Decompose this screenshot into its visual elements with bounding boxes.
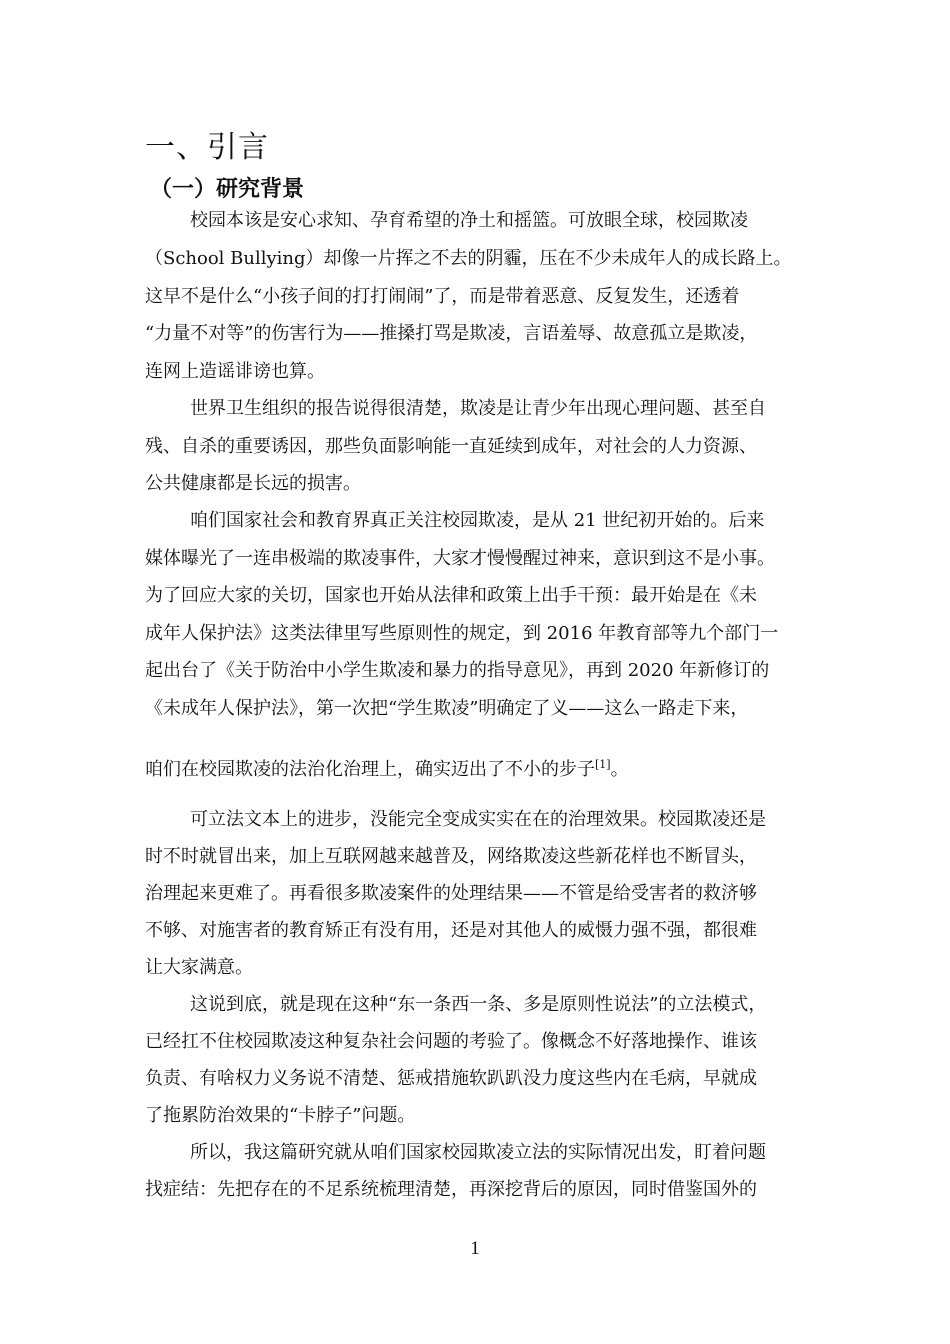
paragraph-3-line-5: 起出台了《关于防治中小学生欺凌和暴力的指导意见》，再到 2020 年新修订的 <box>145 660 770 681</box>
paragraph-3-last-line-end: 。 <box>610 759 629 780</box>
paragraph-5-line-2: 已经扛不住校园欺凌这种复杂社会问题的考验了。像概念不好落地操作、谁该 <box>145 1031 757 1052</box>
paragraph-1-line-4: “力量不对等”的伤害行为——推搡打骂是欺凌，言语羞辱、故意孤立是欺凌， <box>145 323 758 344</box>
paragraph-1-line-2: （School Bullying）却像一片挥之不去的阴霾，压在不少未成年人的成长路上。 <box>145 248 792 269</box>
paragraph-3-last-line <box>145 758 629 782</box>
paragraph-2-line-2: 残、自杀的重要诱因，那些负面影响能一直延续到成年，对社会的人力资源、 <box>145 436 757 457</box>
paragraph-4-line-2: 时不时就冒出来，加上互联网越来越普及，网络欺凌这些新花样也不断冒头， <box>145 846 757 867</box>
paragraph-3-line-4: 成年人保护法》这类法律里写些原则性的规定，到 2016 年教育部等九个部门一 <box>145 623 779 644</box>
paragraph-6-line-1: 所以，我这篇研究就从咱们国家校园欺凌立法的实际情况出发，盯着问题 <box>190 1142 766 1163</box>
paragraph-5-line-3: 负责、有啥权力义务说不清楚、惩戒措施软趴趴没力度这些内在毛病，早就成 <box>145 1068 757 1089</box>
section-heading: （一）研究背景 <box>150 177 305 202</box>
paragraph-4-line-3: 治理起来更难了。再看很多欺凌案件的处理结果——不管是给受害者的救济够 <box>145 883 757 904</box>
paragraph-6-line-2: 找症结：先把存在的不足系统梳理清楚，再深挖背后的原因，同时借鉴国外的 <box>145 1179 757 1200</box>
paragraph-1-line-3: 这早不是什么“小孩子间的打打闹闹”了，而是带着恶意、反复发生，还透着 <box>145 286 740 307</box>
citation-marker: [1] <box>595 758 611 771</box>
paragraph-2-line-3: 公共健康都是长远的损害。 <box>145 473 361 494</box>
paragraph-3-line-6: 《未成年人保护法》，第一次把“学生欺凌”明确定了义——这么一路走下来， <box>145 698 749 719</box>
paragraph-3-line-3: 为了回应大家的关切，国家也开始从法律和政策上出手干预：最开始是在《未 <box>145 585 757 606</box>
paragraph-4-line-4: 不够、对施害者的教育矫正有没有用，还是对其他人的威慑力强不强，都很难 <box>145 920 757 941</box>
paragraph-2-line-1: 世界卫生组织的报告说得很清楚，欺凌是让青少年出现心理问题、甚至自 <box>190 398 766 419</box>
paragraph-3-line-2: 媒体曝光了一连串极端的欺凌事件，大家才慢慢醒过神来，意识到这不是小事。 <box>145 548 775 569</box>
paragraph-5-line-1: 这说到底，就是现在这种“东一条西一条、多是原则性说法”的立法模式， <box>190 994 767 1015</box>
page-number: 1 <box>470 1238 480 1259</box>
paragraph-3-line-1: 咱们国家社会和教育界真正关注校园欺凌，是从 21 世纪初开始的。后来 <box>190 510 765 531</box>
paragraph-5-line-4: 了拖累防治效果的“卡脖子”问题。 <box>145 1105 416 1126</box>
paragraph-4-line-1: 可立法文本上的进步，没能完全变成实实在在的治理效果。校园欺凌还是 <box>190 809 766 830</box>
chapter-heading: 一、引言 <box>145 130 269 165</box>
paragraph-1-line-1: 校园本该是安心求知、孕育希望的净土和摇篮。可放眼全球，校园欺凌 <box>190 210 748 231</box>
paragraph-3-last-line-text: 咱们在校园欺凌的法治化治理上，确实迈出了不小的步子 <box>145 759 595 780</box>
paragraph-4-line-5: 让大家满意。 <box>145 957 253 978</box>
paragraph-1-line-5: 连网上造谣诽谤也算。 <box>145 361 325 382</box>
